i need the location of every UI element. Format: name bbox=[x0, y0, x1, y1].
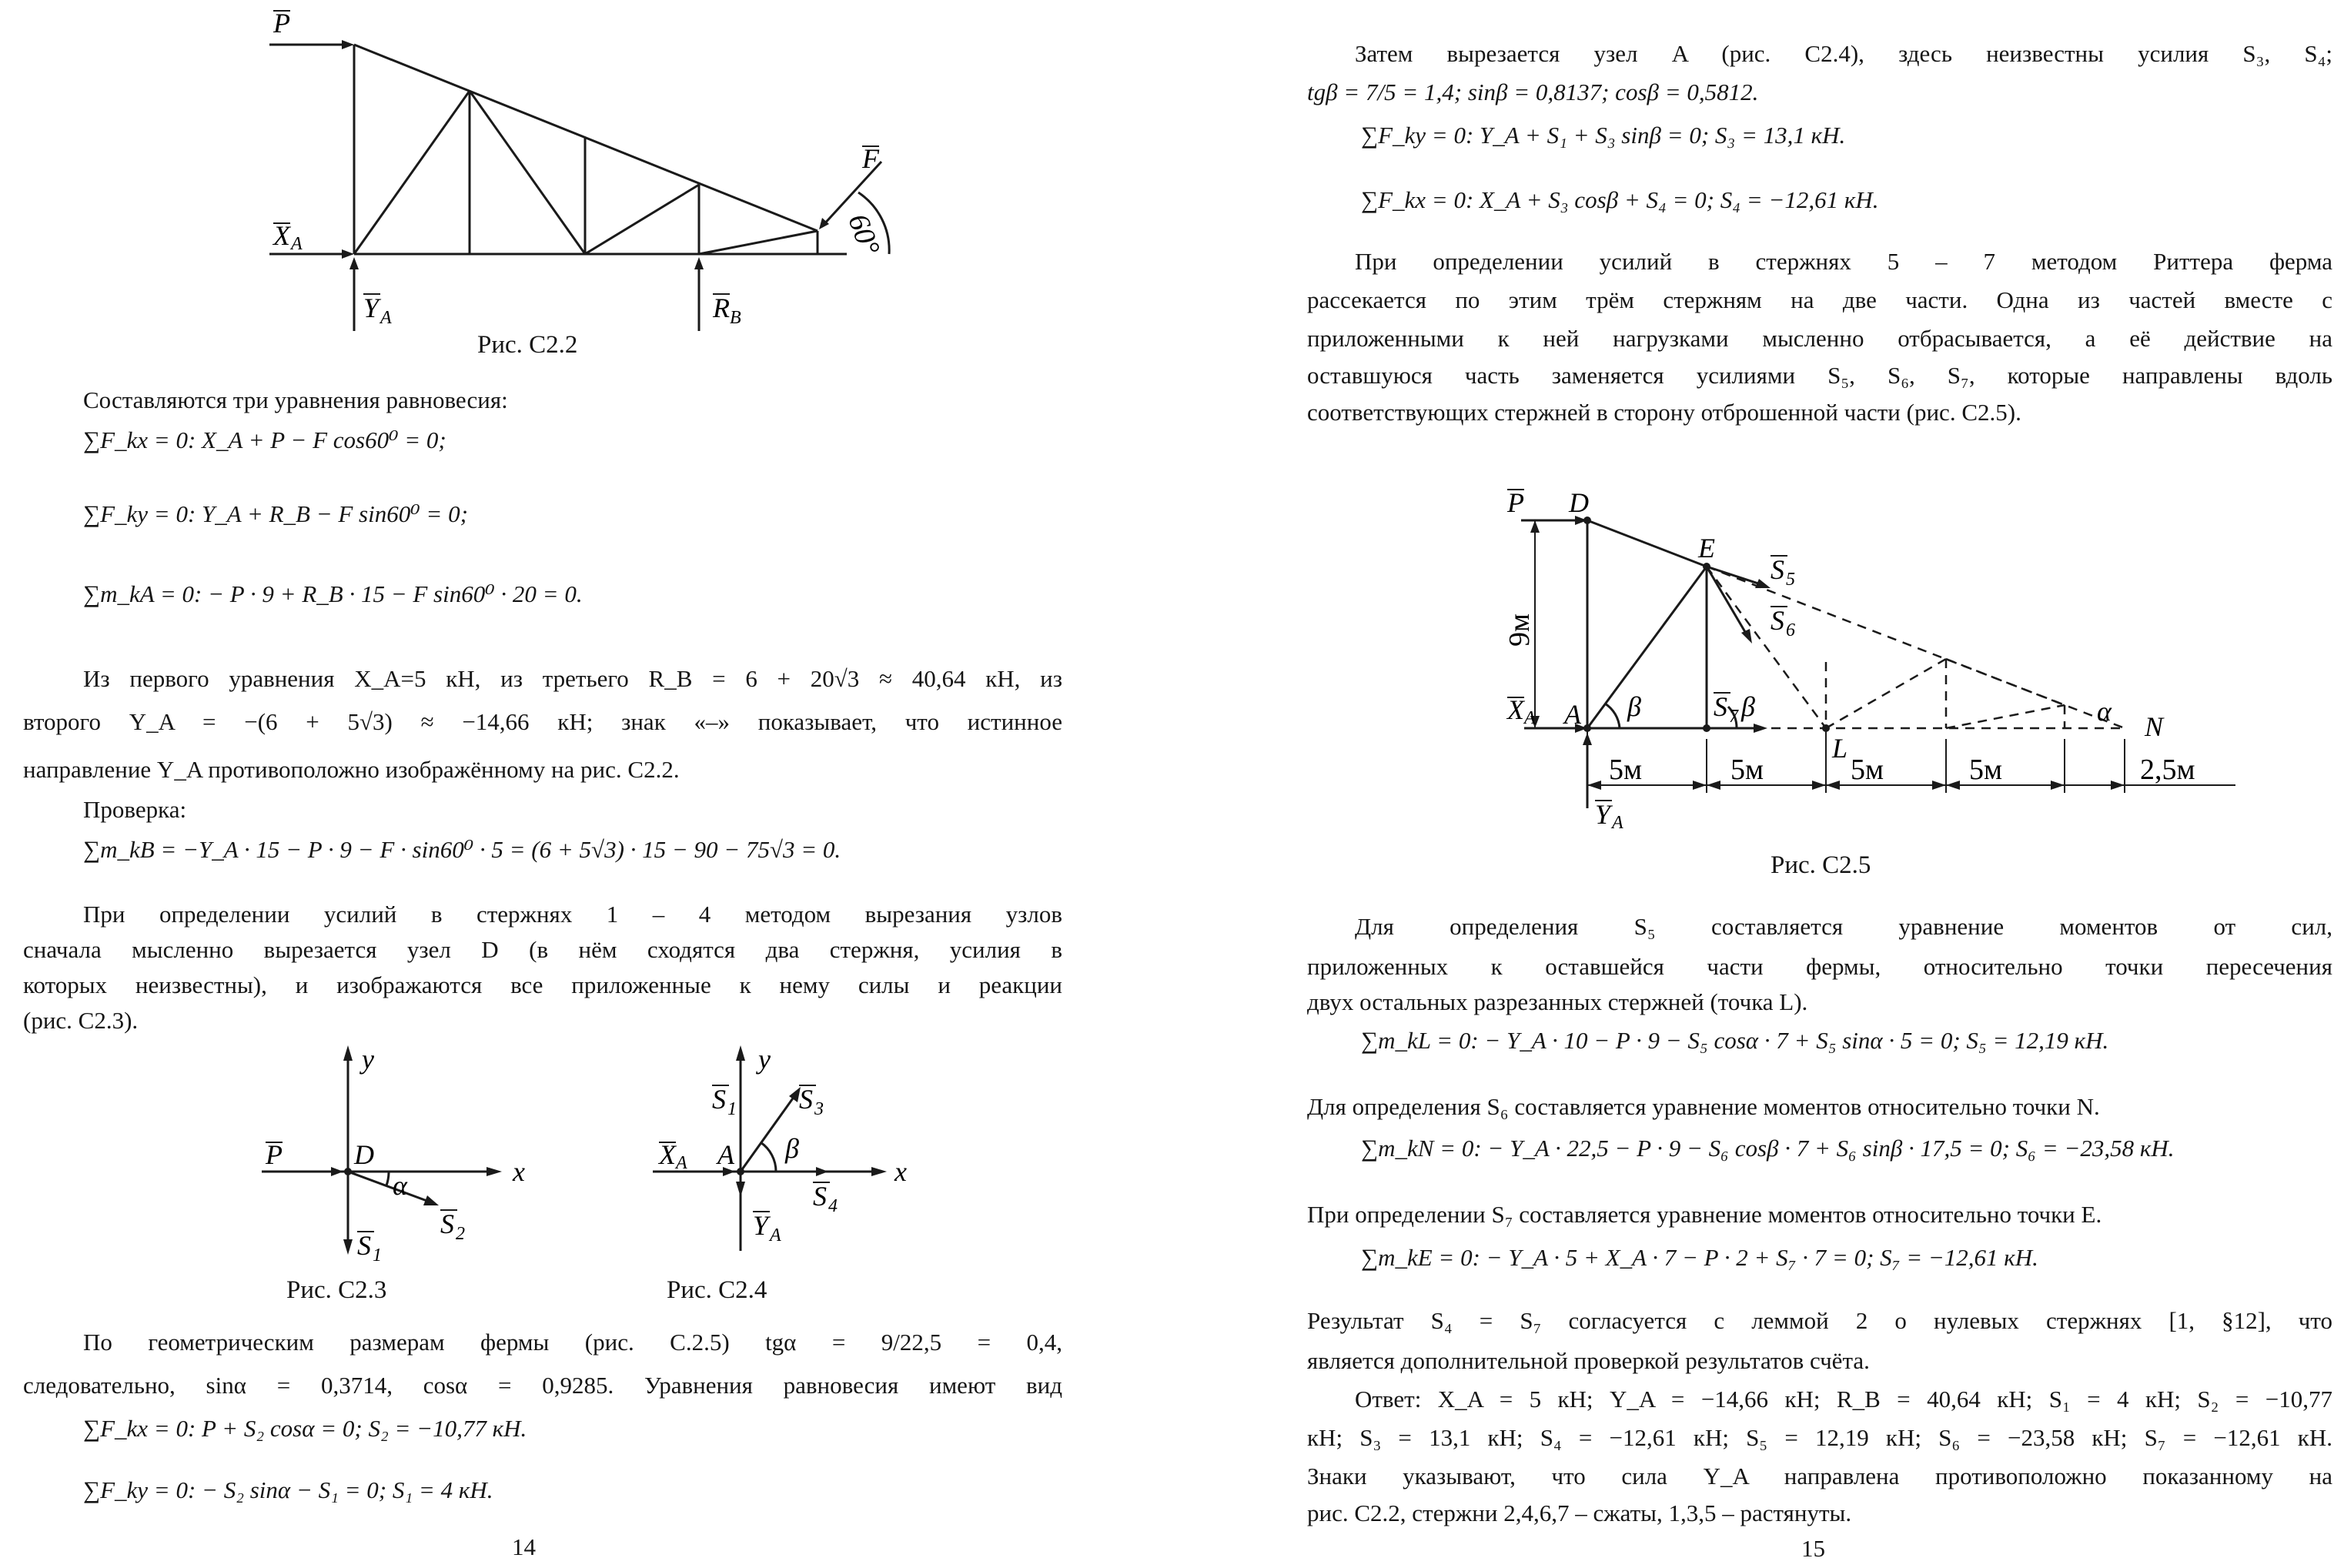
text-line: сначала мысленно вырезается узел D (в нём сходятся два стержня, усилия в bbox=[23, 936, 1062, 963]
fig22-label-YA: Y bbox=[363, 293, 380, 323]
answer-line: кН; S₃ = 13,1 кН; S₄ = −12,61 кН; S₅ = 12,19 кН; S₆ = −23,58 кН; S₇ = −12,61 кН. bbox=[1307, 1424, 2332, 1451]
figure-c2-2 bbox=[246, 0, 939, 339]
fig25-sub-S7: 7 bbox=[1729, 707, 1738, 727]
fig25-sub-YA: A bbox=[1612, 813, 1623, 831]
text-line: соответствующих стержней в сторону отброшенной части (рис. С2.5). bbox=[1307, 399, 2021, 426]
text-line: следовательно, sinα = 0,3714, cosα = 0,9285. Уравнения равновесия имеют вид bbox=[23, 1372, 1062, 1399]
fig25-caption: Рис. С2.5 bbox=[1771, 851, 1871, 879]
text-line: Затем вырезается узел A (рис. С2.4), здесь неизвестны усилия S₃, S₄; bbox=[1355, 40, 2332, 67]
text-line: рассекается по этим трём стержням на две части. Одна из частей вместе с bbox=[1307, 286, 2332, 313]
fig25-dim-3: 5м bbox=[1851, 754, 1884, 786]
equation: ∑F_ky = 0: Y_A + S₁ + S₃ sinβ = 0; S₃ = 13,1 кН. bbox=[1361, 122, 1846, 149]
fig24-label-beta: β bbox=[785, 1133, 799, 1164]
fig25-sub-S5: 5 bbox=[1786, 570, 1795, 590]
fig24-label-S4: S bbox=[813, 1181, 827, 1212]
equation: ∑m_kA = 0: − P · 9 + R_B · 15 − F sin60⁰ · 20 = 0. bbox=[83, 580, 583, 607]
fig25-dim-5: 2,5м bbox=[2140, 754, 2195, 786]
fig22-label-RB: R bbox=[713, 293, 730, 323]
fig25-label-L: L bbox=[1832, 733, 1848, 764]
equation: ∑m_kB = −Y_A · 15 − P · 9 − F · sin60⁰ · 5 = (6 + 5√3) · 15 − 90 − 75√3 = 0. bbox=[83, 836, 841, 863]
fig23-caption: Рис. С2.3 bbox=[286, 1276, 387, 1304]
fig24-label-y: y bbox=[758, 1044, 771, 1075]
fig24-label-XA: X bbox=[659, 1139, 676, 1170]
fig25-dim-2: 5м bbox=[1730, 754, 1764, 786]
text-line: рис. С2.2, стержни 2,4,6,7 – сжаты, 1,3,5 – растянуты. bbox=[1307, 1499, 1852, 1526]
fig24-sub-S1: 1 bbox=[727, 1099, 737, 1119]
text-line: (рис. С2.3). bbox=[23, 1007, 139, 1034]
fig25-label-P: P bbox=[1507, 487, 1524, 518]
text-line: Проверка: bbox=[83, 796, 187, 823]
text-line: Для определения S₅ составляется уравнение моментов от сил, bbox=[1355, 913, 2332, 940]
fig25-label-E: E bbox=[1698, 533, 1715, 563]
text-line: которых неизвестны), и изображаются все приложенные к нему силы и реакции bbox=[23, 971, 1062, 998]
equation: ∑F_kx = 0: X_A + P − F cos60⁰ = 0; bbox=[83, 426, 446, 453]
fig25-dim-4: 5м bbox=[1969, 754, 2003, 786]
text-line: При определении усилий в стержнях 1 – 4 методом вырезания узлов bbox=[83, 901, 1062, 928]
text-line: При определении усилий в стержнях 5 – 7 методом Риттера ферма bbox=[1355, 248, 2332, 275]
figure-c2-4 bbox=[647, 1024, 924, 1285]
fig25-sub-S6: 6 bbox=[1786, 620, 1795, 640]
fig24-label-S1: S bbox=[712, 1084, 726, 1115]
fig25-label-beta1: β bbox=[1627, 691, 1641, 722]
fig25-dim-1: 5м bbox=[1609, 754, 1643, 786]
fig25-label-S6: S bbox=[1771, 605, 1784, 636]
fig22-sub-XA: A bbox=[291, 234, 303, 254]
fig25-label-XA: X bbox=[1507, 694, 1524, 725]
fig23-label-x: x bbox=[513, 1156, 525, 1187]
fig25-label-D: D bbox=[1569, 487, 1589, 518]
fig22-label-XA: X bbox=[273, 220, 290, 251]
text-line: второго Y_A = −(6 + 5√3) ≈ −14,66 кН; знак «–» показывает, что истинное bbox=[23, 708, 1062, 735]
fig23-label-S2: S bbox=[440, 1209, 454, 1239]
fig25-label-beta2: β bbox=[1741, 691, 1755, 722]
fig22-caption: Рис. С2.2 bbox=[477, 331, 578, 359]
fig24-sub-XA: A bbox=[676, 1153, 687, 1173]
fig25-label-N: N bbox=[2145, 711, 2164, 742]
text-line: оставшуюся часть заменяется усилиями S₅, S₆, S₇, которые направлены вдоль bbox=[1307, 362, 2332, 389]
equation: ∑m_kL = 0: − Y_A · 10 − P · 9 − S₅ cosα · 7 + S₅ sinα · 5 = 0; S₅ = 12,19 кН. bbox=[1361, 1027, 2109, 1054]
text-line: При определении S₇ составляется уравнение моментов относительно точки E. bbox=[1307, 1201, 2102, 1228]
fig22-label-F: F bbox=[862, 143, 879, 174]
text-line: направление Y_A противоположно изображённому на рис. С2.2. bbox=[23, 756, 680, 783]
equation: tgβ = 7/5 = 1,4; sinβ = 0,8137; cosβ = 0,5812. bbox=[1307, 79, 1759, 105]
page-15 bbox=[1278, 0, 2344, 1568]
text-line: является дополнительной проверкой результатов счёта. bbox=[1307, 1347, 1870, 1374]
fig25-label-alpha: α bbox=[2097, 696, 2112, 727]
fig24-sub-YA: A bbox=[770, 1225, 781, 1245]
text-line: Для определения S₆ составляется уравнение моментов относительно точки N. bbox=[1307, 1093, 2100, 1120]
text-line: Знаки указывают, что сила Y_A направлена противоположно показанному на bbox=[1307, 1463, 2332, 1489]
equation: ∑F_kx = 0: X_A + S₃ cosβ + S₄ = 0; S₄ = −12,61 кН. bbox=[1361, 186, 1879, 213]
page-number: 14 bbox=[512, 1533, 536, 1560]
fig23-label-S1: S bbox=[357, 1230, 371, 1261]
fig24-sub-S4: 4 bbox=[828, 1196, 838, 1216]
text-line: По геометрическим размерам фермы (рис. С.2.5) tgα = 9/22,5 = 0,4, bbox=[83, 1329, 1062, 1356]
fig24-label-x: x bbox=[894, 1156, 907, 1187]
fig24-sub-S3: 3 bbox=[814, 1099, 824, 1119]
page-14 bbox=[0, 0, 1078, 1568]
text-line: двух остальных разрезанных стержней (точка L). bbox=[1307, 988, 1808, 1015]
fig25-dim-9m: 9м bbox=[1503, 613, 1536, 647]
equation: ∑m_kE = 0: − Y_A · 5 + X_A · 7 − P · 2 + S₇ · 7 = 0; S₇ = −12,61 кН. bbox=[1361, 1244, 2038, 1271]
figure-c2-5 bbox=[1478, 477, 2248, 831]
fig25-label-S7: S bbox=[1714, 691, 1727, 722]
text-line: приложенных к оставшейся части фермы, относительно точки пересечения bbox=[1307, 953, 2332, 980]
fig23-sub-S2: 2 bbox=[456, 1224, 465, 1244]
fig24-label-YA: Y bbox=[753, 1210, 769, 1241]
fig23-label-y: y bbox=[362, 1044, 374, 1075]
fig24-label-A: A bbox=[717, 1139, 734, 1170]
text-line: Составляются три уравнения равновесия: bbox=[83, 386, 508, 413]
fig23-label-alpha: α bbox=[393, 1170, 407, 1201]
equation: ∑F_ky = 0: − S₂ sinα − S₁ = 0; S₁ = 4 кН. bbox=[83, 1476, 493, 1503]
equation: ∑F_ky = 0: Y_A + R_B − F sin60⁰ = 0; bbox=[83, 500, 468, 527]
page-number: 15 bbox=[1801, 1535, 1825, 1562]
fig23-sub-S1: 1 bbox=[373, 1245, 382, 1265]
fig22-label-P: P bbox=[273, 8, 290, 38]
text-line: Из первого уравнения X_A=5 кН, из третьего R_B = 6 + 20√3 ≈ 40,64 кН, из bbox=[83, 665, 1062, 692]
fig25-label-YA: Y bbox=[1595, 799, 1611, 830]
equation: ∑F_kx = 0: P + S₂ cosα = 0; S₂ = −10,77 кН. bbox=[83, 1415, 527, 1442]
fig23-label-P: P bbox=[266, 1139, 283, 1170]
fig22-angle-60: 60° bbox=[841, 209, 887, 259]
text-line: Результат S₄ = S₇ согласуется с леммой 2 о нулевых стержнях [1, §12], что bbox=[1307, 1307, 2332, 1334]
figure-c2-3 bbox=[254, 1024, 547, 1293]
equation: ∑m_kN = 0: − Y_A · 22,5 − P · 9 − S₆ cosβ · 7 + S₆ sinβ · 17,5 = 0; S₆ = −23,58 кН. bbox=[1361, 1135, 2175, 1162]
fig24-label-S3: S bbox=[799, 1084, 813, 1115]
fig25-label-A: A bbox=[1564, 699, 1581, 730]
answer-line: Ответ: X_A = 5 кН; Y_A = −14,66 кН; R_B = 40,64 кН; S₁ = 4 кН; S₂ = −10,77 bbox=[1355, 1386, 2332, 1413]
fig25-sub-XA: A bbox=[1524, 708, 1536, 728]
fig22-sub-RB: B bbox=[730, 308, 741, 328]
text-line: приложенными к ней нагрузками мысленно отбрасывается, а её действие на bbox=[1307, 325, 2332, 352]
fig23-label-D: D bbox=[354, 1139, 374, 1170]
fig25-label-S5: S bbox=[1771, 554, 1784, 585]
fig24-caption: Рис. С2.4 bbox=[667, 1276, 767, 1304]
fig22-sub-YA: A bbox=[380, 308, 392, 328]
